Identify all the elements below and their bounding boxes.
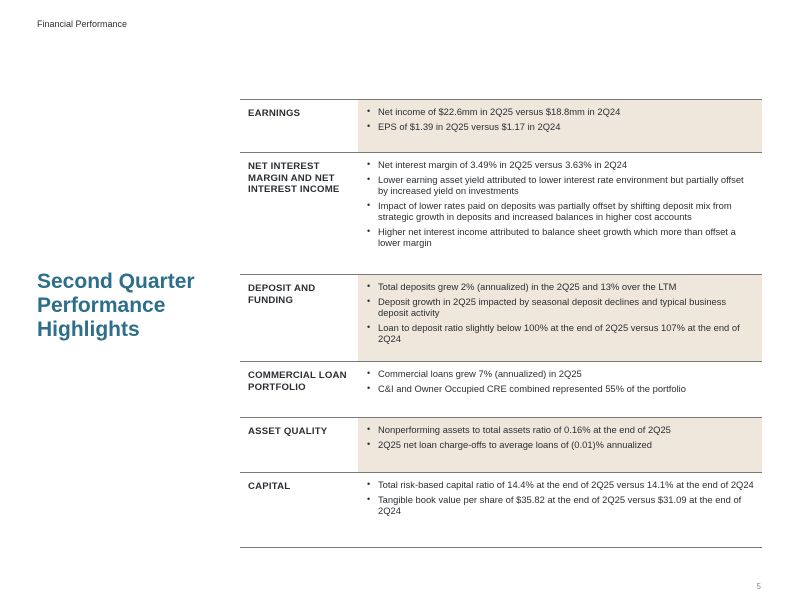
- bullet-item: • Commercial loans grew 7% (annualized) in 2Q25: [366, 368, 754, 380]
- row-content: [358, 362, 762, 417]
- bullet-item: • 2Q25 net loan charge-offs to average loans of (0.01)% annualized: [366, 439, 754, 451]
- page-title: Second Quarter Performance Highlights: [37, 270, 195, 341]
- bullet-item: • Tangible book value per share of $35.82 at the end of 2Q25 versus $31.09 at the end of 2Q24: [366, 494, 754, 517]
- bullet-item: • Higher net interest income attributed to balance sheet growth which more than offset a lower margin: [366, 226, 754, 249]
- row-content: [358, 100, 762, 152]
- row-content: [358, 153, 762, 274]
- table-row-asset-quality: [240, 417, 762, 472]
- row-category: ASSET QUALITY: [248, 426, 328, 437]
- page-number: 5: [756, 582, 761, 591]
- bullet-item: • Total deposits grew 2% (annualized) in the 2Q25 and 13% over the LTM: [366, 281, 754, 293]
- bullet-item: • Net income of $22.6mm in 2Q25 versus $18.8mm in 2Q24: [366, 106, 754, 118]
- table-row-earnings: [240, 99, 762, 152]
- bullet-item: • Deposit growth in 2Q25 impacted by seasonal deposit declines and typical business deposit activity: [366, 296, 754, 319]
- row-content: [358, 473, 762, 547]
- bullet-item: • C&I and Owner Occupied CRE combined represented 55% of the portfolio: [366, 383, 754, 395]
- table-row-capital: [240, 472, 762, 548]
- row-content: [358, 418, 762, 472]
- row-category: COMMERCIAL LOAN PORTFOLIO: [248, 370, 347, 393]
- row-category: DEPOSIT AND FUNDING: [248, 283, 316, 306]
- bullet-item: • Net interest margin of 3.49% in 2Q25 versus 3.63% in 2Q24: [366, 159, 754, 171]
- bullet-item: • Nonperforming assets to total assets ratio of 0.16% at the end of 2Q25: [366, 424, 754, 436]
- table-row-net-interest: [240, 152, 762, 274]
- bullet-item: • Total risk-based capital ratio of 14.4% at the end of 2Q25 versus 14.1% at the end of 2Q24: [366, 479, 754, 491]
- bullet-item: • Lower earning asset yield attributed to lower interest rate environment but partially offset by increased yield on investments: [366, 174, 754, 197]
- row-category: NET INTEREST MARGIN AND NET INTEREST INCOME: [248, 161, 340, 195]
- table-row-commercial-loan: [240, 361, 762, 417]
- row-content: [358, 275, 762, 361]
- bullet-item: • EPS of $1.39 in 2Q25 versus $1.17 in 2Q24: [366, 121, 754, 133]
- section-label: Financial Performance: [37, 19, 128, 29]
- bullet-item: • Impact of lower rates paid on deposits was partially offset by shifting deposit mix from strategic growth in deposits and increased balances in higher cost accounts: [366, 200, 754, 223]
- row-category: CAPITAL: [248, 481, 291, 492]
- row-category: EARNINGS: [248, 108, 301, 119]
- bullet-item: • Loan to deposit ratio slightly below 100% at the end of 2Q25 versus 107% at the end of 2Q24: [366, 322, 754, 345]
- table-row-deposit: [240, 274, 762, 361]
- highlights-table: [240, 99, 762, 548]
